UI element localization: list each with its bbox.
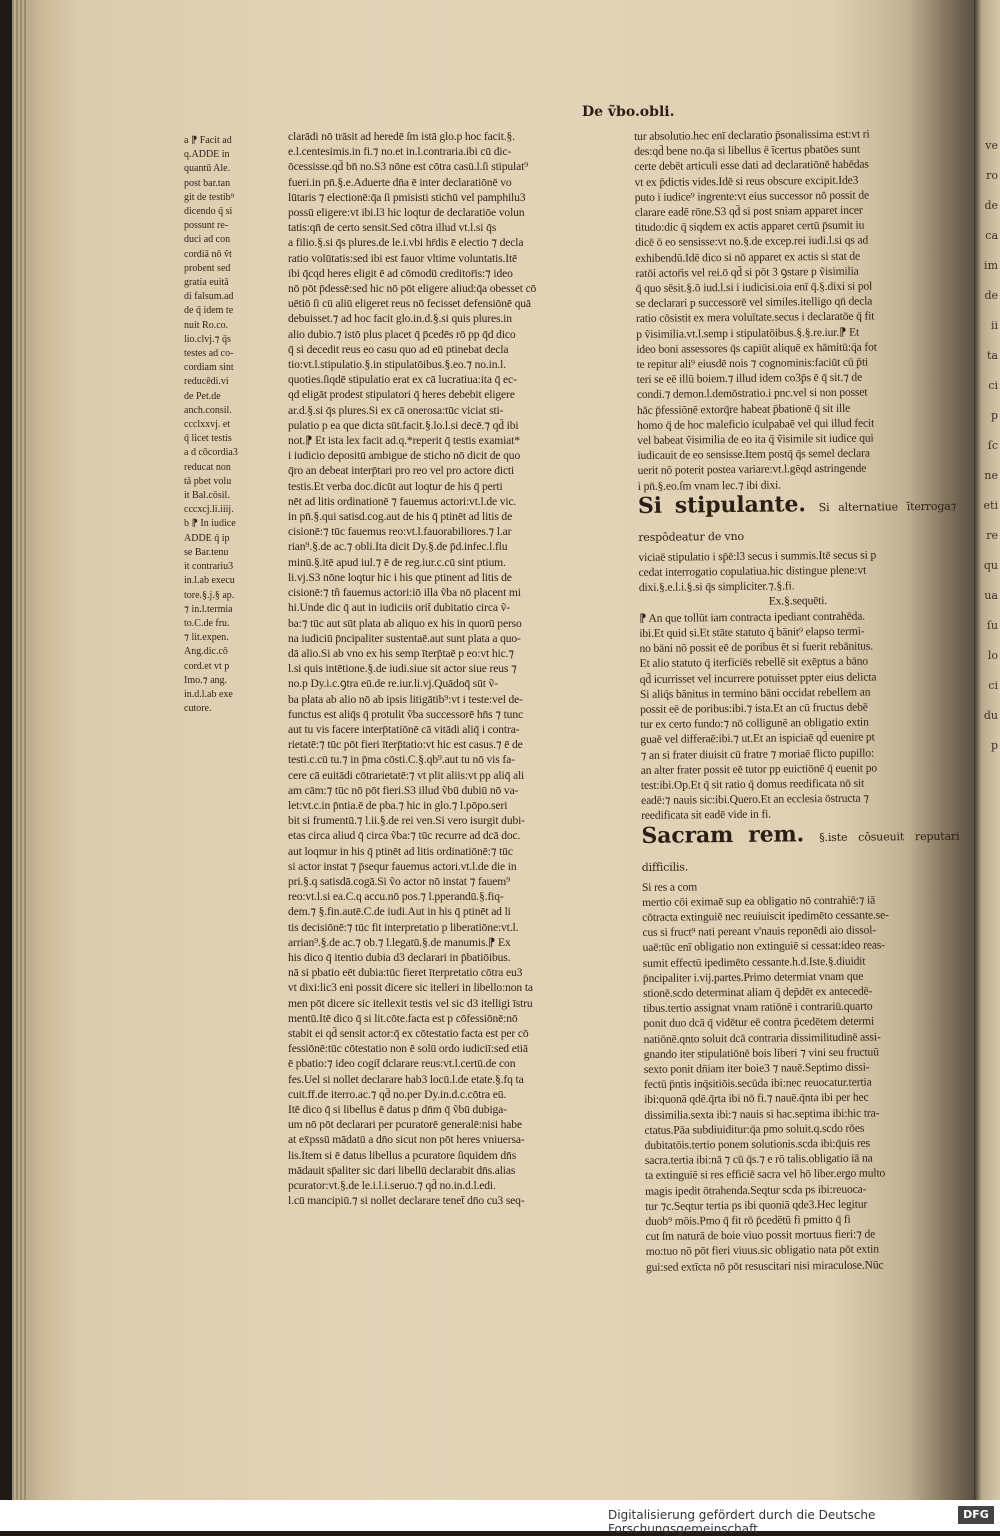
text-line: l.si quis intētione.§.de iudi.siue sit actor siue reus ⁊ [288, 662, 517, 676]
facing-page-fragment: ca [985, 229, 998, 242]
margin-note-line: possunt re- [184, 220, 229, 232]
facing-page-fragment: de [984, 199, 998, 212]
facing-page-fragment: ro [986, 169, 998, 182]
text-line: certe debēt articuli esse dati ad declaratiōnē habēdas [634, 157, 869, 174]
text-line: tur ex certo fundo:⁊ nō colligunē an obligatio extin [640, 715, 869, 732]
facing-page-fragment: p [990, 409, 998, 422]
text-line: l.cū mancipiū.⁊ si nollet declarare tenet̄ dn̄o cu3 seq- [288, 1194, 525, 1208]
text-line: mo:tuo nō pōt fieri viuus.sic obligatio nata pōt extin [645, 1242, 879, 1259]
text-line: uerit nō poterit postea variare:vt.l.gēqd astringende [637, 462, 867, 478]
text-line: uaē:tūc enī obligatio non extinguiē si cessat:ideo reas- [642, 938, 886, 955]
text-line: lis.Item si ē datus libellus a pcuratore ſiquidem dn̄s [288, 1148, 517, 1162]
text-line: ba:⁊ tūc aut sūt plata ab aliquo ex his in quorū perso [288, 616, 522, 630]
text-line: uētiō ſi cū aliū eligeret reus nō fecisset defensiōnē quā [288, 297, 531, 311]
text-line: etas circa aliud q̄ circa ṽba:⁊ tūc recurre ad dcā doc. [288, 829, 521, 843]
text-line: Itē dico q̄ si libellus ē datus p dn̄m q̄ ṽbū dubiga- [288, 1103, 507, 1116]
text-line: p ṽisimilia.vt.l.semp i stipulatōibus.§.§.re.iur.⁋ Et [636, 325, 860, 341]
margin-note-line: de Pet.de [184, 390, 221, 402]
margin-note-line: in.d.l.ab exe [184, 688, 233, 700]
text-line: test:ibi.Op.Et q̄ sit ratio q̄ domus reedificata nō sit [640, 776, 865, 792]
text-line: men pōt dicere sic itellexit testis vel sic d3 itelligi īstru [288, 996, 533, 1010]
text-line: mādauit sp̄aliter sic dari libellū declarabit dn̄s.alias [288, 1163, 516, 1177]
margin-note-line: post bar.tan [184, 177, 231, 189]
facing-page-edge [974, 0, 1000, 1500]
text-line: nēt ad litis ordinationē ⁊ fauemus actori:vt.l.de vic. [288, 494, 517, 508]
margin-note-line: Imo.⁊ ang. [184, 674, 228, 686]
margin-note-line: cccxcj.li.iiij. [184, 504, 234, 516]
text-line: lūtaris ⁊ electionē:q̄a ſi pmisisti stichū vel pamphilu3 [288, 190, 526, 204]
text-line: ⁊ an si frater diuisit cū fratre ⁊ moriaē flicto pupillo: [640, 746, 875, 762]
text-line: rietatē:⁊ tūc pōt fieri īterp̄tatio:vt hic est casus.⁊ ē de [288, 738, 523, 752]
heading-lemma: Si alternatiue īterroga⁊ respōdeatur de vno [638, 499, 957, 544]
facing-page-fragment: ci [988, 379, 998, 392]
text-line: ē pbatio:⁊ ideo cogit̄ dclarare reus:vt.l.certū.de con [288, 1057, 516, 1071]
text-line: vt ex p̄dictis vides.Idē si reus obscure excipit.Ide3 [634, 173, 859, 189]
facing-page-fragment: lo [987, 649, 998, 662]
text-line: in pn̄.§.qui satisd.cog.aut de his q̄ ptinēt ad litis de [288, 510, 513, 524]
text-line: rian⁹.§.de ac.⁊ obli.Ita dicit Dy.§.de p̄d.infec.l.flu [288, 540, 508, 554]
text-line: e.l.centesimis.in fi.⁊ no.et in.l.contraria.ibi cū dic- [288, 145, 512, 159]
margin-note-line: cordiam sint [184, 362, 234, 374]
text-line: mentū.Itē dico q̄ si lit.cōte.facta est p cōfessiōnē:nō [288, 1011, 518, 1025]
text-line: his dico q̄ itentio dubia d3 declarari in p̄batiōibus. [288, 950, 511, 964]
text-line: ar.d.§.si q̄s plures.Si ex cā onerosa:tūc viciat sti- [288, 403, 504, 417]
margin-note-line: lio.clvj.⁊ q̄s [184, 333, 231, 345]
margin-note-line: ⁊ lit.expen. [184, 632, 229, 644]
facing-page-fragment: ii [990, 319, 998, 332]
text-line: sumit effectū ipedimēto cessante.h.d.Iste.§.diuidit [642, 954, 866, 970]
text-line: mertio cōi eximaē sup ea obligatio nō contrahiē:⁊ iā [642, 893, 876, 909]
text-line: vel babeat ṽisimilia de eo ita q̄ ṽisimile sit iudice qui [637, 431, 874, 448]
text-line: cere cā euitādi cōtrarietatē:⁊ vt plit aliis:vt pp aliq̄ ali [288, 768, 525, 782]
text-line: um nō pōt declarari per pcuratorē generalē:nisi habe [288, 1118, 522, 1132]
text-line: fectū p̄ntis inq̄sitiōis.secūda ibi:nec reuocatur.tertia [643, 1075, 872, 1092]
margin-note-line: de q̄ idem te [184, 305, 234, 317]
text-line: pri.§.q satisdā.cogā.Si ṽo actor nō instat ⁊ fauem⁹ [288, 874, 511, 888]
text-line: functus est aliq̄s q̄ protulit ṽba successorē hn̄s ⁊ tunc [288, 707, 523, 721]
margin-note-line: git de testib⁹ [184, 191, 235, 203]
text-line: fueri.in pn̄.§.e.Aduerte dn̄a ē inter declaratiōnē vo [288, 175, 512, 189]
text-line: q̄ quo sēsit.§.ō iud.l.si i iudicisi.oia enī q̄.§.dixi si pol [635, 279, 873, 296]
text-line: ibi.Et quid si.Et stāte statuto q̄ bānit⁹ elapso termi- [639, 624, 865, 640]
text-line: ponit duo dcā q̄ vidētur eē contra p̄cedētem determi [643, 1014, 875, 1031]
facing-page-fragment: p [990, 739, 998, 752]
text-line: cisionē:⁊ tūc fauemus reo:vt.l.fauorabiliores.⁊ l.ar [288, 525, 512, 539]
text-line: cus si fruct⁹ nati pereant v'nauis reponēdi aio dissol- [642, 923, 877, 940]
text-line: iudicauit de eo sensisse.Item postq̄ q̄s semel declara [637, 446, 870, 463]
margin-note-line: nuit Ro.co. [184, 319, 229, 331]
margin-note-line: reducēdi.vi [184, 376, 229, 388]
text-line: at ex̄pssū mādatū a dn̄o sicut non pōt heres vniuersa- [288, 1133, 525, 1147]
margin-note-line: to.C.de fru. [184, 617, 230, 629]
heading-lemma: §.iste cōsueuit reputari difficilis. [641, 829, 960, 874]
text-line: Si aliq̄s bānitus in termino bāni occidat rebellem an [639, 685, 871, 701]
text-line: magis ipedit ōtrahenda.Seqtur scda ps ibi:reuoca- [645, 1182, 867, 1198]
facing-page-fragment: ſc [987, 439, 998, 452]
text-line: na iudiciū p̄ncipaliter sustentaē.aut sunt plata a quo- [288, 631, 521, 645]
text-line: sacra.tertia ibi:nā ⁊ cū q̄s.⁊ e rō talis.obligatio iā na [644, 1151, 873, 1168]
text-line: exhibendū.Idē dico si nō apparet ex actis si stat de [635, 249, 861, 265]
margin-note-line: in.l.ab execu [184, 575, 235, 587]
margin-note-line: dicendo q̃ si [184, 206, 233, 218]
margin-note-line: duci ad con [184, 234, 231, 246]
text-line: debuisset.⁊ ad hoc facit glo.in.d.§.si quis plures.in [288, 312, 512, 326]
text-line: ratōi actor̄is vel rei.ō qd̄ si pōt 3 ꝯstare p ṽisimilia [635, 264, 859, 280]
text-line: ideo boni assessores q̄s capiūt aliquē ex hāmitū:q̄a fot [636, 340, 877, 356]
text-line: viciaē stipulatio i sp̄ē:l3 secus i summis.Itē secus si p [638, 548, 877, 564]
text-line: sexto ponit dn̄iam iter boie3 ⁊ nauē.Septimo dissi- [643, 1060, 870, 1076]
text-line: tur absolutio.hec enī declaratio p̄sonalissima est:vt ri [634, 127, 870, 143]
text-line: si actor instat ⁊ p̄sequr fauemus actori.vt.l.de die in [288, 859, 517, 873]
text-line: li.vj.S3 nōne loqtur hic i his que ptinent ad litis de [288, 570, 512, 584]
text-line: guaē vel differaē:ibi.⁊ ut.Et an ispiciaē qd̄ euenire pt [640, 730, 875, 747]
margin-note-line: gratia euitā [184, 277, 229, 289]
text-line: duob⁹ mōis.Pmo q̄ fit rō p̄cedētū fi pmitto q̄ fi [645, 1212, 851, 1228]
margin-note-line: probent sed [184, 262, 231, 274]
text-line: q̄ si decedit reus eo casu quo ad eū ptinebat decla [288, 342, 509, 356]
text-line: alio dubio.⁊ istō plus placet q̄ p̄cedēs rō pp q̄d dico [288, 327, 516, 341]
text-line: nā si pbatio eēt dubia:tūc fieret īterpretatio cōtra eu3 [288, 966, 523, 980]
margin-note-line: testes ad co- [184, 348, 234, 360]
text-line: condi.⁊ demon.l.demōstratio.i pnc.vel si non posset [636, 386, 868, 402]
margin-note-line: q̄ licet testis [184, 433, 232, 445]
text-line: cisionē:⁊ tñ fauemus actori:iō illa ṽba nō placent mi [288, 586, 521, 600]
text-line: tibus.tertio assignat vnam ratiōnē i contrariū.quarto [643, 999, 873, 1016]
text-line: pulatio p ea que dicta sūt.facit.§.lo.l.si decē.⁊ qd̄ ibi [288, 418, 519, 432]
text-line: ta extinguiē si res efficiē sacra vel hō liber.ergo multo [644, 1166, 886, 1183]
margin-note-line: it contrariu3 [184, 561, 234, 573]
margin-note-line: tore.§.j.§ ap. [184, 589, 235, 601]
text-line: dissimilia.sexta ibi:⁊ nauis si hac.septima ibi:hic tra- [644, 1106, 880, 1122]
section-heading-sacram-rem: Sacram rem. §.iste cōsueuit reputari difficilis. [641, 820, 960, 874]
text-line: tis decisiōnē:⁊ tūc fit interpretatio p liberatiōne:vt.l. [288, 920, 519, 934]
text-line: natiōnē.qnto soluit dcā contraria dissimilitudinē assi- [643, 1030, 881, 1046]
margin-note-line: ⁊ in.l.termia [184, 603, 233, 615]
text-line: ratio volūtatis:sed ibi est fauor vltime voluntatis.Itē [288, 251, 518, 265]
margin-note-line: quantū Ale. [184, 163, 231, 175]
margin-note-line: cutore. [184, 703, 212, 715]
facing-page-fragment: ſu [986, 619, 998, 632]
text-line: titudo:dic q̄ siqdem ex actis apparet certū p̄sumit iu [634, 218, 865, 235]
text-line: arrian⁹.§.de ac.⁊ ob.⁊ l.legatū.§.de manumis.⁋ Ex [288, 935, 511, 949]
text-line: se declarari p successorē vel similes.itelligo qn̄ decla [635, 294, 873, 311]
text-line: p̄ncipaliter i.vij.partes.Primo determiat vnam que [642, 969, 864, 985]
text-line: testi.c.cū tu.⁊ in p̄ma cōsti.C.§.qb⁹.aut tu nō vis fa- [288, 753, 515, 767]
text-line: aut tu vis facere interp̄tatiōnē cā vitādi aliq̄ i contra- [288, 722, 520, 736]
text-line: no bāni nō possit eē de poribus ēt si fuerit rebānitus. [639, 639, 874, 656]
text-line: fes.Uel si nollet declarare hab3 locū.l.de etate.§.fq ta [288, 1072, 524, 1086]
margin-note-line: ADDE q̄ ip [184, 532, 230, 544]
text-line: cut ſm naturā de boie viuo possit mortuus fieri:⁊ de [645, 1227, 876, 1244]
text-line: hāc p̄fessiōnē extorq̄re habeat p̄bationē q̄ sit ille [636, 401, 851, 417]
margin-note-line: b ⁋ In iudice [184, 518, 236, 530]
text-line: qd̄ icurrisset vel incurrere potuisset ppter eius delicta [639, 669, 877, 686]
text-line: tur ⁊c.Seqtur tertia ps ibi quoniā qde3.Hec legitur [645, 1197, 868, 1213]
margin-note-line: cord.et vt p [184, 660, 230, 672]
text-line: Si res a com [641, 879, 698, 894]
text-line: teri se eē illū boiem.⁊ illud idem co3p̄s ē q̄ sit.⁊ de [636, 370, 863, 387]
text-line: tatis:qn̄ de certo sensit.Sed cōtra illud vt.l.si q̄s [288, 221, 497, 235]
text-column-right [634, 126, 964, 1274]
text-line: gnando iter stipulatiōnē bois liberi ⁊ vini seu fructuū [643, 1045, 879, 1061]
text-line: aut loqmur in his q̄ ptinēt ad litis ordinatiōnē:⁊ tūc [288, 844, 513, 858]
facing-page-fragment: du [983, 709, 998, 722]
text-line: possū eligere:vt ibi.l3 hic loqtur de declaratiōe volun [288, 206, 525, 220]
margin-note-line: reducat non [184, 461, 231, 473]
text-line: homo q̄ de hoc maleficio iculpabaē vel qui illud fecit [637, 416, 875, 432]
text-line: ctatus.Pāa subdiuiditur:q̄a pmo soluit.q.scdo rōes [644, 1121, 865, 1137]
text-line: bit si frumentū.⁊ l.ii.§.de rei ven.Si vero isurgit dubi- [288, 814, 525, 828]
text-line: let:vt.c.in p̄ntia.ē de pba.⁊ hic in glo.⁊ l.pōpo.seri [288, 798, 508, 812]
dfg-logo: DFG [958, 1506, 994, 1524]
text-line: clarādi nō trāsit ad heredē ſm istā glo.p hoc facit.§. [288, 130, 515, 143]
text-line: hi.Unde dic q̄ aut in iudiciis orit̄ dubitatio circa ṽ- [288, 601, 510, 615]
facing-page-fragment: de [984, 289, 998, 302]
text-line: testis.Et verba doc.dicūt aut loqtur de his q̄ perti [288, 479, 503, 493]
text-line: an alter frater possit eē tutor pp euictiōnē q̄ euenit po [640, 761, 878, 777]
facing-page-fragment: eti [983, 499, 998, 512]
text-line: ⁋ An que tollūt iam contracta ipediant contrahēda. [639, 609, 866, 625]
text-line: possit eē de poribus:ibi.⁊ ista.Et an cū fructus debē [640, 700, 868, 716]
text-line: clarare eadē rōne.S3 qd̄ si post sniam apparet incer [634, 203, 863, 220]
text-line: reedificata sit eadē vide in fi. [641, 807, 772, 823]
section-heading-si-stipulante: Si stipulante. Si alternatiue īterroga⁊ respōdeatur de vno [637, 491, 957, 544]
text-line: qd eligāt prodest stipulatori q̄ heres debebit eligere [288, 388, 515, 402]
text-line: dem.⁊ §.fin.autē.C.de iudi.Aut in his q̄ ptinēt ad li [288, 905, 511, 919]
text-line: cedat interrogatio copulatiua.hic distingue plene:vt [638, 563, 867, 580]
text-column-left [288, 129, 612, 1479]
margin-note-line: di falsum.ad [184, 291, 234, 303]
text-line: pcurator:vt.§.de le.i.l.i.seruo.⁊ qd̄ no.in.d.l.edi. [288, 1179, 496, 1193]
text-line: minū.§.itē apud iul.⁊ ē de reg.iur.c.cū sint ptium. [288, 555, 506, 569]
text-line: fessiōnē:tūc cōtestatio non ē solū ordo iudiciī:sed etiā [288, 1042, 528, 1056]
margin-note-line: tā pbet volu [184, 475, 232, 487]
text-line: vt dixi:lic3 eni possit dicere sic itelleri in libello:non ta [288, 981, 533, 995]
text-line: quoties.ſiqdē stipulatio erat ex cā lucratiua:ita q̄ ec- [288, 373, 517, 387]
text-line: tio:vt.l.stipulatio.§.in stipulatōibus.§.eo.⁊ no.in.l. [288, 358, 506, 372]
margin-note-line: q.ADDE in [184, 149, 230, 161]
facing-page-fragment: re [986, 529, 998, 542]
text-line: stionē.scdo determinat aliam q̄ dep̄dēt ex antecedē- [642, 984, 873, 1000]
text-line: dā alio.Si ab vno ex his semp īterp̄taē p eo:vt hic.⁊ [288, 646, 514, 660]
margin-note-line: se Bar.tenu [184, 546, 229, 558]
text-line: i iudicio depositū ambigue de sticho nō dicit de quo [288, 449, 521, 463]
text-line: eadē:⁊ nauis sic:ibi.Quero.Et an ecclesia ōstructa ⁊ [640, 791, 869, 808]
facing-page-fragment: ve [985, 139, 998, 152]
text-line: nō pōt p̄dessē:sed hic nō pōt eligere aliud:q̄a obesset cō [288, 282, 537, 296]
text-line: Et alio statuto q̄ iterficiēs rebellē sit exēptus a bāno [639, 654, 869, 671]
facing-page-fragment: ne [984, 469, 998, 482]
text-line: a filio.§.si q̄s plures.de le.i.vbi hr̄dis ē electio ⁊ decla [288, 236, 524, 250]
text-line: stabit ei qd̄ sensit actor:q̄ ex cōtestatio facta est per cō [288, 1026, 529, 1040]
facing-page-fragment: ua [984, 589, 998, 602]
text-line: q̄ro an debeat interp̄tari pro reo vel pro actore dicti [288, 464, 515, 478]
margin-notes [184, 134, 256, 715]
margin-note-line: cordiā nō ṽt [184, 248, 232, 260]
text-line: cōtracta extinguiē nec reuiuiscit ipedimēto cessante.se- [642, 908, 889, 924]
text-line: cuit.ff.de iterro.ac.⁊ qd̄ no.per Dy.in.d.c.cōtra eū. [288, 1087, 507, 1101]
footer-credit: Digitalisierung gefördert durch die Deutsche Forschungsgemeinschaft [608, 1508, 876, 1536]
text-line: no.p Dy.i.c.ꝯtra eū.de re.iur.li.vj.Quādoq̄ sūt ṽ- [288, 677, 498, 691]
page-stack-edge [12, 0, 28, 1500]
facing-page-fragment: qu [983, 559, 998, 572]
margin-note-line: ccclxxvj. et [184, 419, 231, 431]
text-line: dicē ō eo sensisse:vt no.§.de excep.rei iudi.l.si qs ad [635, 233, 869, 250]
margin-note-line: anch.consil. [184, 404, 232, 416]
text-line: i pn̄.§.eo.ſm vnam lec.⁊ ibi dixi. [637, 478, 781, 493]
text-line: am cām:⁊ tūc nō pōt fieri.S3 illud ṽbū dubiū nō va- [288, 783, 519, 797]
text-line: puto i iudice⁹ ingrente:vt eius successor nō possit de [634, 188, 869, 204]
text-line: ba plata ab alio nō ab ipsis litigātib⁹:vt i teste:vel de- [288, 692, 523, 706]
book-page [12, 0, 974, 1500]
text-line: te repitur ali⁹ eiusdē nois ⁊ cognominis:faciūt cū p̄ti [636, 355, 869, 372]
text-line: ibi q̄cqd heres eligit ē ad cōmodū creditor̄is:⁊ ideo [288, 266, 513, 280]
text-line: ratio cōsistit ex mera voluītate.secus i declaratōe q̄ fit [635, 309, 875, 326]
margin-note-line: it Bal.cōsil. [184, 490, 230, 502]
text-line: dixi.§.e.l.i.§.si q̄s simpliciter.⁊.§.fi. [638, 579, 795, 595]
facing-page-fragment: ta [987, 349, 998, 362]
cross-reference: Ex.§.sequēti. [768, 594, 828, 609]
text-line: not.⁋ Et ista lex facit ad.q.*reperit q̄ testis examiat* [288, 434, 520, 448]
margin-note-line: a d cōcordia3 [184, 447, 238, 459]
facing-page-fragment: ci [988, 679, 998, 692]
margin-note-line: Ang.dic.cō [184, 646, 228, 658]
margin-note-line: a ⁋ Facit ad [184, 135, 232, 146]
text-line: ibi:quonā qdē.q̄rta ibi nō fi.⁊ nauē.q̄nta ibi per hec [644, 1090, 869, 1107]
text-line: gui:sed extīcta nō pōt resuscitari nisi miraculose.Nūc [645, 1258, 884, 1274]
text-line: des:qd̄ bene no.q̄a si libellus ē īcertus pbatōes sunt [634, 142, 860, 159]
text-line: ōcessisse.qd̄ bn̄ no.S3 nōne est cōtra casū.l.ſi stipulat⁹ [288, 160, 529, 174]
text-line: dubitatōis.tertio ponem solutionis.scda ibi:q̄uis res [644, 1136, 871, 1152]
running-title: De ṽbo.obli. [582, 104, 675, 120]
text-line: reo:vt.l.si ea.C.q accu.nō pos.⁊ l.pperandū.§.fiq- [288, 890, 504, 904]
facing-page-fragment: im [984, 259, 998, 272]
